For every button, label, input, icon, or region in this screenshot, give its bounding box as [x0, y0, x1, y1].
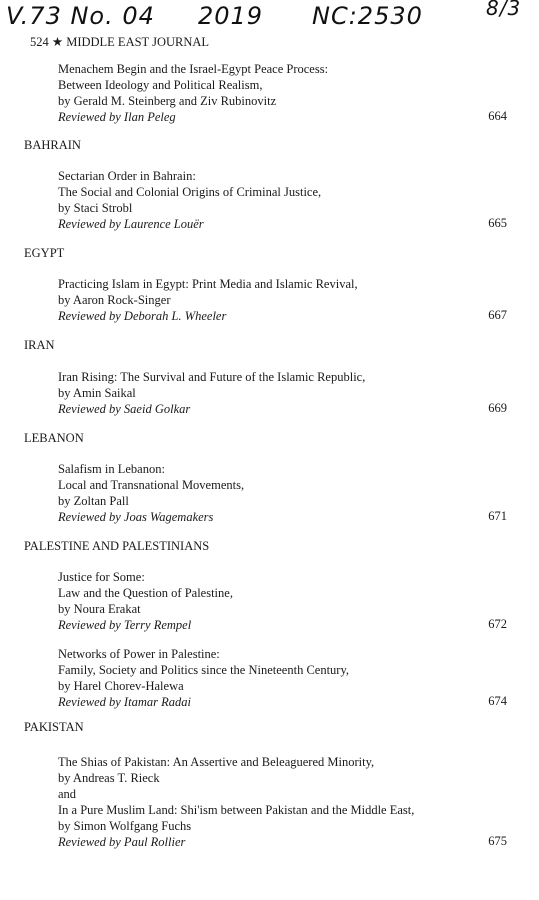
- reviewer-line: Reviewed by Laurence Louër: [58, 217, 204, 231]
- entry-line: by Gerald M. Steinberg and Ziv Rubinovitz: [58, 94, 277, 108]
- review-entry: [58, 276, 478, 324]
- handwritten-volume-note: V.73 No. 04: [6, 2, 155, 30]
- reviewer-line: Reviewed by Deborah L. Wheeler: [58, 309, 227, 323]
- entry-line: by Noura Erakat: [58, 602, 141, 616]
- page-number: 671: [488, 509, 507, 523]
- review-entry: [58, 646, 478, 710]
- entry-line: by Zoltan Pall: [58, 494, 129, 508]
- reviewer-line: Reviewed by Joas Wagemakers: [58, 510, 214, 524]
- entry-line: and: [58, 787, 77, 801]
- page-number: 665: [488, 216, 507, 230]
- section-heading-egypt: EGYPT: [24, 246, 65, 260]
- entry-line: by Andreas T. Rieck: [58, 771, 160, 785]
- entry-line: Family, Society and Politics since the Nineteenth Century,: [58, 663, 350, 677]
- entry-line: Justice for Some:: [58, 570, 145, 584]
- entry-line: Iran Rising: The Survival and Future of the Islamic Republic,: [58, 370, 366, 384]
- reviewer-line: Reviewed by Ilan Peleg: [58, 110, 176, 124]
- entry-line: by Amin Saikal: [58, 386, 136, 400]
- review-entry: [58, 168, 478, 232]
- reviewer-line: Reviewed by Saeid Golkar: [58, 402, 191, 416]
- page-number: 664: [488, 109, 507, 123]
- page-number: 672: [488, 617, 507, 631]
- entry-line: by Harel Chorev-Halewa: [58, 679, 184, 693]
- entry-line: Salafism in Lebanon:: [58, 462, 165, 476]
- section-heading-iran: IRAN: [24, 338, 55, 352]
- page-number: 667: [488, 308, 507, 322]
- review-entry: [58, 369, 478, 417]
- entry-line: by Simon Wolfgang Fuchs: [58, 819, 192, 833]
- page-number: 675: [488, 834, 507, 848]
- entry-line: Practicing Islam in Egypt: Print Media and Islamic Revival,: [58, 277, 358, 291]
- entry-line: Between Ideology and Political Realism,: [58, 78, 263, 92]
- review-entry: [58, 754, 478, 850]
- review-entry: [58, 461, 478, 525]
- page-number: 669: [488, 401, 507, 415]
- reviewer-line: Reviewed by Itamar Radai: [58, 695, 191, 709]
- entry-line: Sectarian Order in Bahrain:: [58, 169, 196, 183]
- review-entry: [58, 569, 478, 633]
- section-heading-bahrain: BAHRAIN: [24, 138, 81, 152]
- handwritten-fraction-note: 8/3: [486, 0, 522, 20]
- entry-line: by Staci Strobl: [58, 201, 133, 215]
- review-entry: [58, 61, 478, 125]
- entry-line: Menachem Begin and the Israel-Egypt Peace Process:: [58, 62, 329, 76]
- entry-line: In a Pure Muslim Land: Shi'ism between Pakistan and the Middle East,: [58, 803, 415, 817]
- handwritten-year-note: 2019: [198, 2, 264, 30]
- entry-line: Local and Transnational Movements,: [58, 478, 245, 492]
- handwritten-nc-note: NC:2530: [312, 2, 423, 30]
- section-heading-lebanon: LEBANON: [24, 431, 84, 445]
- entry-line: by Aaron Rock-Singer: [58, 293, 171, 307]
- entry-line: Law and the Question of Palestine,: [58, 586, 233, 600]
- reviewer-line: Reviewed by Terry Rempel: [58, 618, 192, 632]
- entry-line: Networks of Power in Palestine:: [58, 647, 220, 661]
- entry-line: The Social and Colonial Origins of Criminal Justice,: [58, 185, 322, 199]
- page-number: 674: [488, 694, 507, 708]
- reviewer-line: Reviewed by Paul Rollier: [58, 835, 186, 849]
- section-heading-pakistan: PAKISTAN: [24, 720, 84, 734]
- entry-line: The Shias of Pakistan: An Assertive and Beleaguered Minority,: [58, 755, 375, 769]
- section-heading-palestine: PALESTINE AND PALESTINIANS: [24, 539, 210, 553]
- running-header: 524 ★ MIDDLE EAST JOURNAL: [30, 35, 210, 49]
